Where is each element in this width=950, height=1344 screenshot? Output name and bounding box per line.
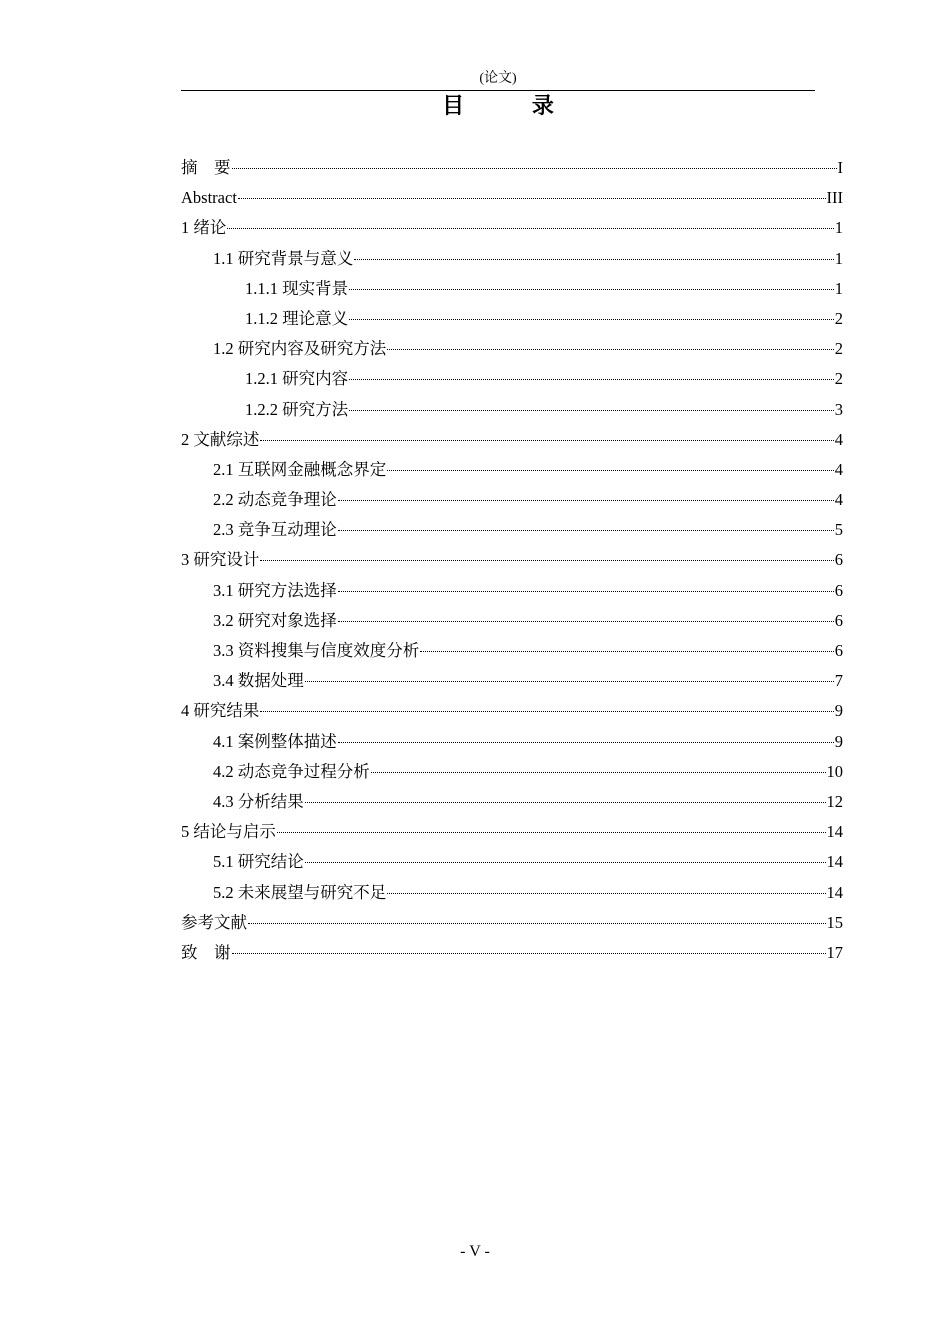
toc-entry[interactable]	[181, 727, 843, 757]
toc-entry-label: 2.2 动态竞争理论	[213, 490, 337, 510]
toc-entry[interactable]	[181, 304, 843, 334]
toc-dot-leader	[338, 742, 834, 743]
toc-entry-label: 3 研究设计	[181, 550, 260, 570]
toc-entry-label: 1.1 研究背景与意义	[213, 248, 354, 268]
toc-entry[interactable]	[181, 696, 843, 726]
toc-entry[interactable]	[181, 545, 843, 575]
toc-entry-page: 6	[834, 580, 843, 600]
toc-entry-label: 4 研究结果	[181, 701, 260, 721]
toc-entry[interactable]	[181, 757, 843, 787]
toc-dot-leader	[387, 893, 825, 894]
toc-entry[interactable]	[181, 817, 843, 847]
toc-dot-leader	[349, 289, 834, 290]
toc-entry-page: 4	[834, 459, 843, 479]
toc-entry-label: 1.2 研究内容及研究方法	[213, 339, 387, 359]
toc-entry-label: 1.2.2 研究方法	[245, 399, 349, 419]
toc-entry-label: 4.3 分析结果	[213, 791, 304, 811]
toc-entry[interactable]	[181, 395, 843, 425]
toc-entry-page: 14	[826, 882, 843, 902]
toc-entry-page: 12	[826, 791, 843, 811]
toc-dot-leader	[305, 862, 826, 863]
toc-entry-label: 2.3 竞争互动理论	[213, 520, 337, 540]
toc-entry[interactable]	[181, 847, 843, 877]
toc-dot-leader	[349, 379, 834, 380]
toc-entry-page: 10	[826, 761, 843, 781]
toc-entry-label: 3.1 研究方法选择	[213, 580, 337, 600]
toc-dot-leader	[248, 923, 826, 924]
toc-dot-leader	[260, 440, 833, 441]
toc-entry-page: I	[837, 158, 843, 177]
toc-dot-leader	[371, 772, 826, 773]
toc-entry[interactable]	[181, 666, 843, 696]
toc-entry[interactable]	[181, 606, 843, 636]
toc-dot-leader	[260, 711, 833, 712]
toc-entry-label: 1.1.2 理论意义	[245, 308, 349, 328]
toc-entry[interactable]	[181, 183, 843, 213]
toc-entry-label: 摘 要	[181, 158, 231, 177]
table-of-contents	[181, 153, 843, 968]
toc-entry-page: 1	[834, 278, 843, 298]
toc-entry-label: 3.4 数据处理	[213, 671, 304, 691]
toc-entry-label: 致 谢	[181, 942, 231, 962]
toc-dot-leader	[420, 651, 834, 652]
toc-entry[interactable]	[181, 576, 843, 606]
toc-entry-label: 5 结论与启示	[181, 822, 276, 842]
toc-entry-label: 参考文献	[181, 912, 247, 932]
toc-dot-leader	[354, 259, 834, 260]
toc-entry-page: 15	[826, 912, 843, 932]
toc-dot-leader	[232, 953, 826, 954]
toc-entry-page: 9	[834, 731, 843, 751]
page-number: - V -	[460, 1243, 490, 1260]
toc-entry-page: III	[826, 188, 843, 208]
toc-entry-page: 6	[834, 641, 843, 660]
toc-entry-label: 5.2 未来展望与研究不足	[213, 882, 387, 902]
toc-entry[interactable]	[181, 425, 843, 455]
toc-entry[interactable]	[181, 213, 843, 243]
toc-entry[interactable]	[181, 636, 843, 666]
toc-entry-page: 14	[826, 822, 843, 842]
toc-dot-leader	[260, 560, 833, 561]
toc-entry-page: 5	[834, 520, 843, 540]
toc-dot-leader	[338, 530, 834, 531]
toc-entry-label: 5.1 研究结论	[213, 852, 304, 872]
toc-dot-leader	[232, 168, 837, 169]
running-header-text: (论文)	[479, 71, 517, 86]
toc-entry-page: 9	[834, 701, 843, 721]
toc-entry-label: 3.2 研究对象选择	[213, 610, 337, 630]
toc-entry[interactable]	[181, 908, 843, 938]
toc-entry-page: 4	[834, 429, 843, 449]
toc-dot-leader	[349, 410, 834, 411]
toc-entry-label: 2.1 互联网金融概念界定	[213, 459, 387, 479]
toc-dot-leader	[305, 802, 826, 803]
toc-entry-page: 4	[834, 490, 843, 510]
toc-entry-label: 1.2.1 研究内容	[245, 369, 349, 389]
toc-dot-leader	[305, 681, 834, 682]
toc-dot-leader	[238, 198, 826, 199]
toc-dot-leader	[338, 591, 834, 592]
toc-entry-label: 1.1.1 现实背景	[245, 278, 349, 298]
toc-entry-page: 1	[834, 218, 843, 238]
toc-entry-label: Abstract	[181, 188, 237, 208]
toc-entry[interactable]	[181, 455, 843, 485]
toc-dot-leader	[349, 319, 834, 320]
toc-entry[interactable]	[181, 485, 843, 515]
toc-entry[interactable]	[181, 364, 843, 394]
toc-entry[interactable]	[181, 244, 843, 274]
toc-entry[interactable]	[181, 787, 843, 817]
toc-title: 目 录	[442, 94, 584, 119]
toc-dot-leader	[338, 621, 834, 622]
running-header	[181, 70, 815, 91]
toc-entry-page: 6	[834, 550, 843, 570]
toc-entry[interactable]	[181, 515, 843, 545]
toc-dot-leader	[338, 500, 834, 501]
toc-dot-leader	[227, 228, 833, 229]
toc-dot-leader	[387, 470, 834, 471]
toc-dot-leader	[387, 349, 834, 350]
toc-entry-page: 2	[834, 369, 843, 389]
toc-entry-page: 6	[834, 610, 843, 630]
toc-entry-label: 2 文献综述	[181, 429, 260, 449]
toc-entry-page: 2	[834, 308, 843, 328]
toc-entry[interactable]	[181, 334, 843, 364]
toc-entry[interactable]	[181, 274, 843, 304]
toc-entry[interactable]	[181, 938, 843, 968]
toc-entry-page: 2	[834, 339, 843, 359]
toc-entry-page: 3	[834, 399, 843, 419]
toc-entry-page: 7	[834, 671, 843, 691]
toc-entry-label: 3.3 资料搜集与信度效度分析	[213, 641, 420, 660]
toc-entry-page: 1	[834, 248, 843, 268]
toc-entry-page: 17	[826, 942, 843, 962]
toc-entry-label: 4.2 动态竞争过程分析	[213, 761, 370, 781]
toc-entry[interactable]	[181, 153, 843, 183]
toc-entry-page: 14	[826, 852, 843, 872]
toc-entry-label: 1 绪论	[181, 218, 227, 238]
toc-entry[interactable]	[181, 878, 843, 908]
toc-dot-leader	[277, 832, 826, 833]
toc-entry-label: 4.1 案例整体描述	[213, 731, 337, 751]
